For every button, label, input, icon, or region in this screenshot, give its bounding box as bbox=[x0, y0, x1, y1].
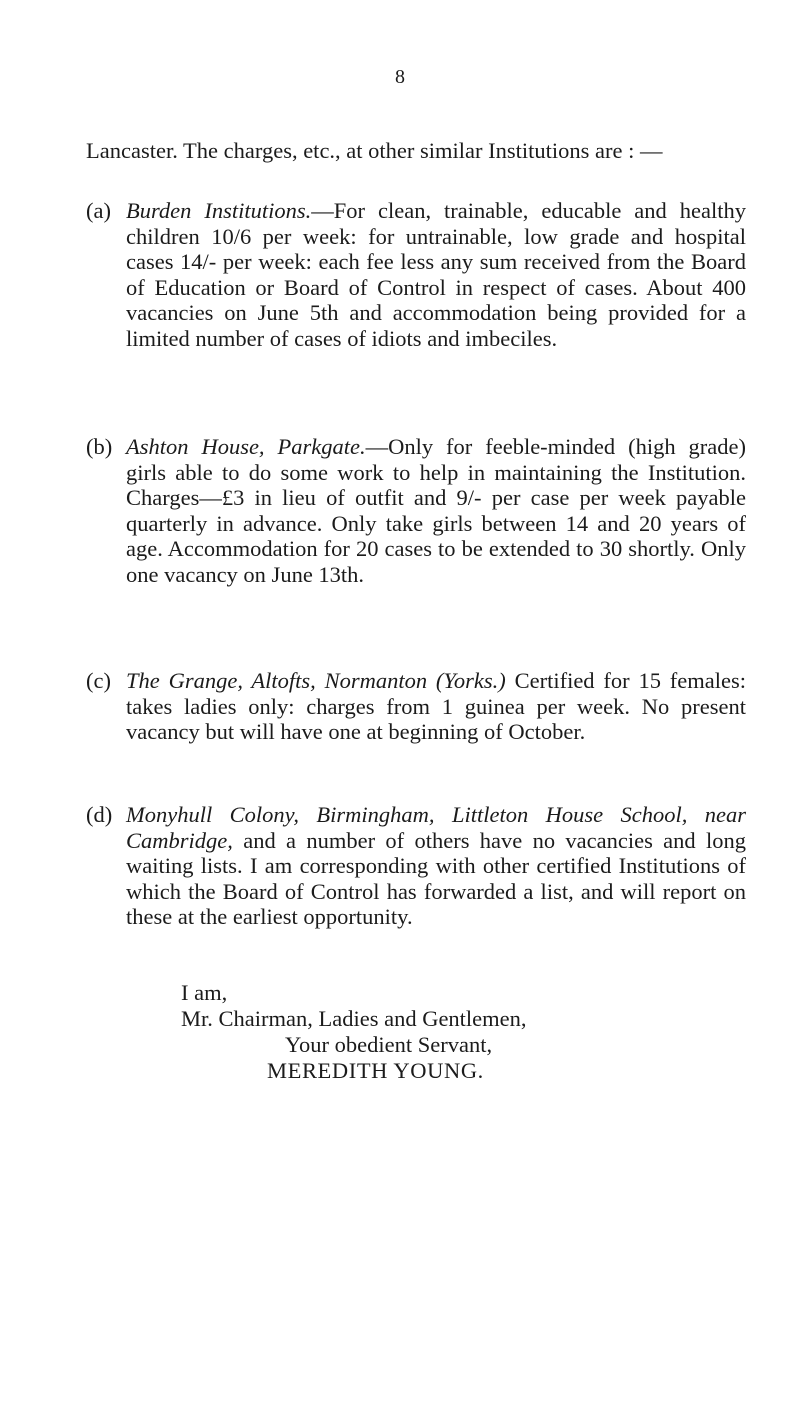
item-label: (d) bbox=[86, 802, 113, 827]
item-body bbox=[126, 668, 746, 745]
item-title: Ashton House, Parkgate. bbox=[126, 434, 366, 459]
item-title: Burden Institutions. bbox=[126, 198, 312, 223]
item-body bbox=[126, 198, 746, 352]
item-title: Monyhull Colony, Birmingham, Littleton House School, near Cambridge, bbox=[126, 802, 746, 853]
list-item-d bbox=[86, 802, 746, 930]
item-title: The Grange, Altofts, Normanton (Yorks.) bbox=[126, 668, 506, 693]
list-item-b bbox=[86, 434, 746, 588]
item-label: (c) bbox=[86, 668, 111, 693]
signature: MEREDITH YOUNG. bbox=[267, 1058, 484, 1083]
item-body bbox=[126, 802, 746, 930]
item-text: Certified for 15 females: takes ladies only: charges from 1 guinea per week. No present vacancy but will have one at beginning of October. bbox=[126, 668, 746, 745]
list-item-a bbox=[86, 198, 746, 352]
page-number: 8 bbox=[395, 66, 405, 88]
item-label: (b) bbox=[86, 434, 113, 459]
item-label: (a) bbox=[86, 198, 111, 223]
item-text: —Only for feeble-minded (high grade) girls able to do some work to help in maintaining the Institution. Charges—£3 in lieu of outfit and 9/- per case per week payable quarterly in advance. Only take girls between 14 and 20 years of age. Accommodation for 20 cases to be extended to 30 shortly. Only one vacancy on June 13th. bbox=[126, 434, 747, 587]
list-item-c bbox=[86, 668, 746, 745]
item-text: and a number of others have no vacancies and long waiting lists. I am corresponding with other certified Institutions of which the Board of Control has forwarded a list, and will report on these at the earliest opportunity. bbox=[126, 827, 746, 930]
closing-line: I am, bbox=[181, 980, 228, 1005]
item-text: —For clean, trainable, educable and healthy children 10/6 per week: for untrainable, low grade and hospital cases 14/- per week: each fee less any sum received from the Board of Education or Board of Control in respect of cases. About 400 vacancies on June 5th and accommodation being provided for a limited number of cases of idiots and imbeciles. bbox=[126, 198, 746, 351]
closing-servant: Your obedient Servant, bbox=[285, 1032, 493, 1057]
closing-salutation: Mr. Chairman, Ladies and Gentlemen, bbox=[181, 1006, 527, 1031]
intro-paragraph: Lancaster. The charges, etc., at other similar Institutions are : — bbox=[86, 138, 663, 163]
item-body bbox=[126, 434, 746, 588]
